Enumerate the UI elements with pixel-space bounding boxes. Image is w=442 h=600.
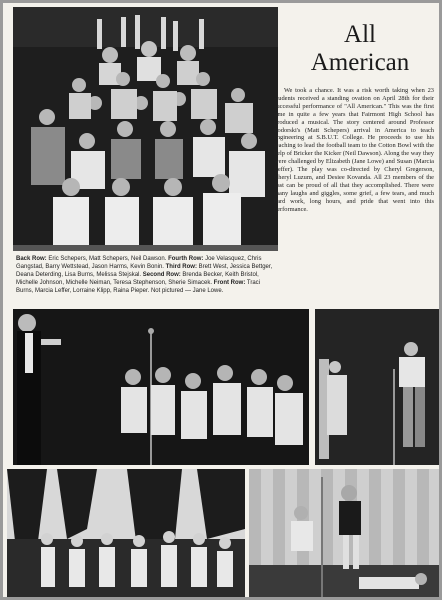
title-line-1: All [344,21,376,48]
caption-fourth-names: Joe Velasquez, Chris Gangstad, Barry Wettstead, Jason Harms, Kevin Bonin. [16,256,262,270]
caption-fourth-label: Fourth Row: [168,256,204,262]
caption-third-names: Brett West, Jessica Bettger, Deana Deterding, Lisa Burns, Melissa Stejskal. [16,263,273,278]
yearbook-page [3,3,439,597]
cast-group-photo [13,7,278,251]
cast-scene-photo [7,469,245,597]
page-title [285,21,435,77]
title-line-2: American [310,49,410,76]
caption-back-label: Back Row: [16,256,47,262]
stage-performance-photo [13,309,439,465]
caption-front-names: Traci Burns, Marcia Leffer, Lorraine Klipp, Raina Pieper. Not pictured — Jane Lowe. [16,279,261,294]
photo-caption [16,256,278,296]
story-text: We took a chance. It was a risk worth taking when 23 students received a standing ovation on April 28th for their successful performance of "All American." This was the first time in quite a few years that Fairmont High School has produced a musical. The story centered around Professor Fodorski's (Matt Schepers) arrival in America to teach engineering at S.B.U.T. College. He proceeds to use his teaching to lead the football team to the Cotton Bowl with the help of Bricker the Kicker (Neil Dawson). Along the way they were challenged by Elizabeth (Jane Lowe) and Susan (Marcia Leffer). The play was co-directed by Cheryl Gregerson, Cheryl Luzum, and Desiee Kovanda. All 23 members of the cast can be proud of all that they accomplished. There were many laughs and giggles, some grief, a few tears, and much hard work, long hours, and pride that went into this performance. [274,87,434,213]
caption-front-label: Front Row: [213,279,246,286]
caption-back-names: Eric Schepers, Matt Schepers, Neil Dawson. [46,256,169,262]
caption-second-label: Second Row: [142,271,181,278]
kicker-scene-photo [249,469,439,597]
caption-second-names: Brenda Becker, Keith Bristol, Michelle Johnson, Michelle Neiman, Teresa Stephenson, Sherie Simacek. [16,271,259,286]
caption-third-label: Third Row: [165,263,197,270]
